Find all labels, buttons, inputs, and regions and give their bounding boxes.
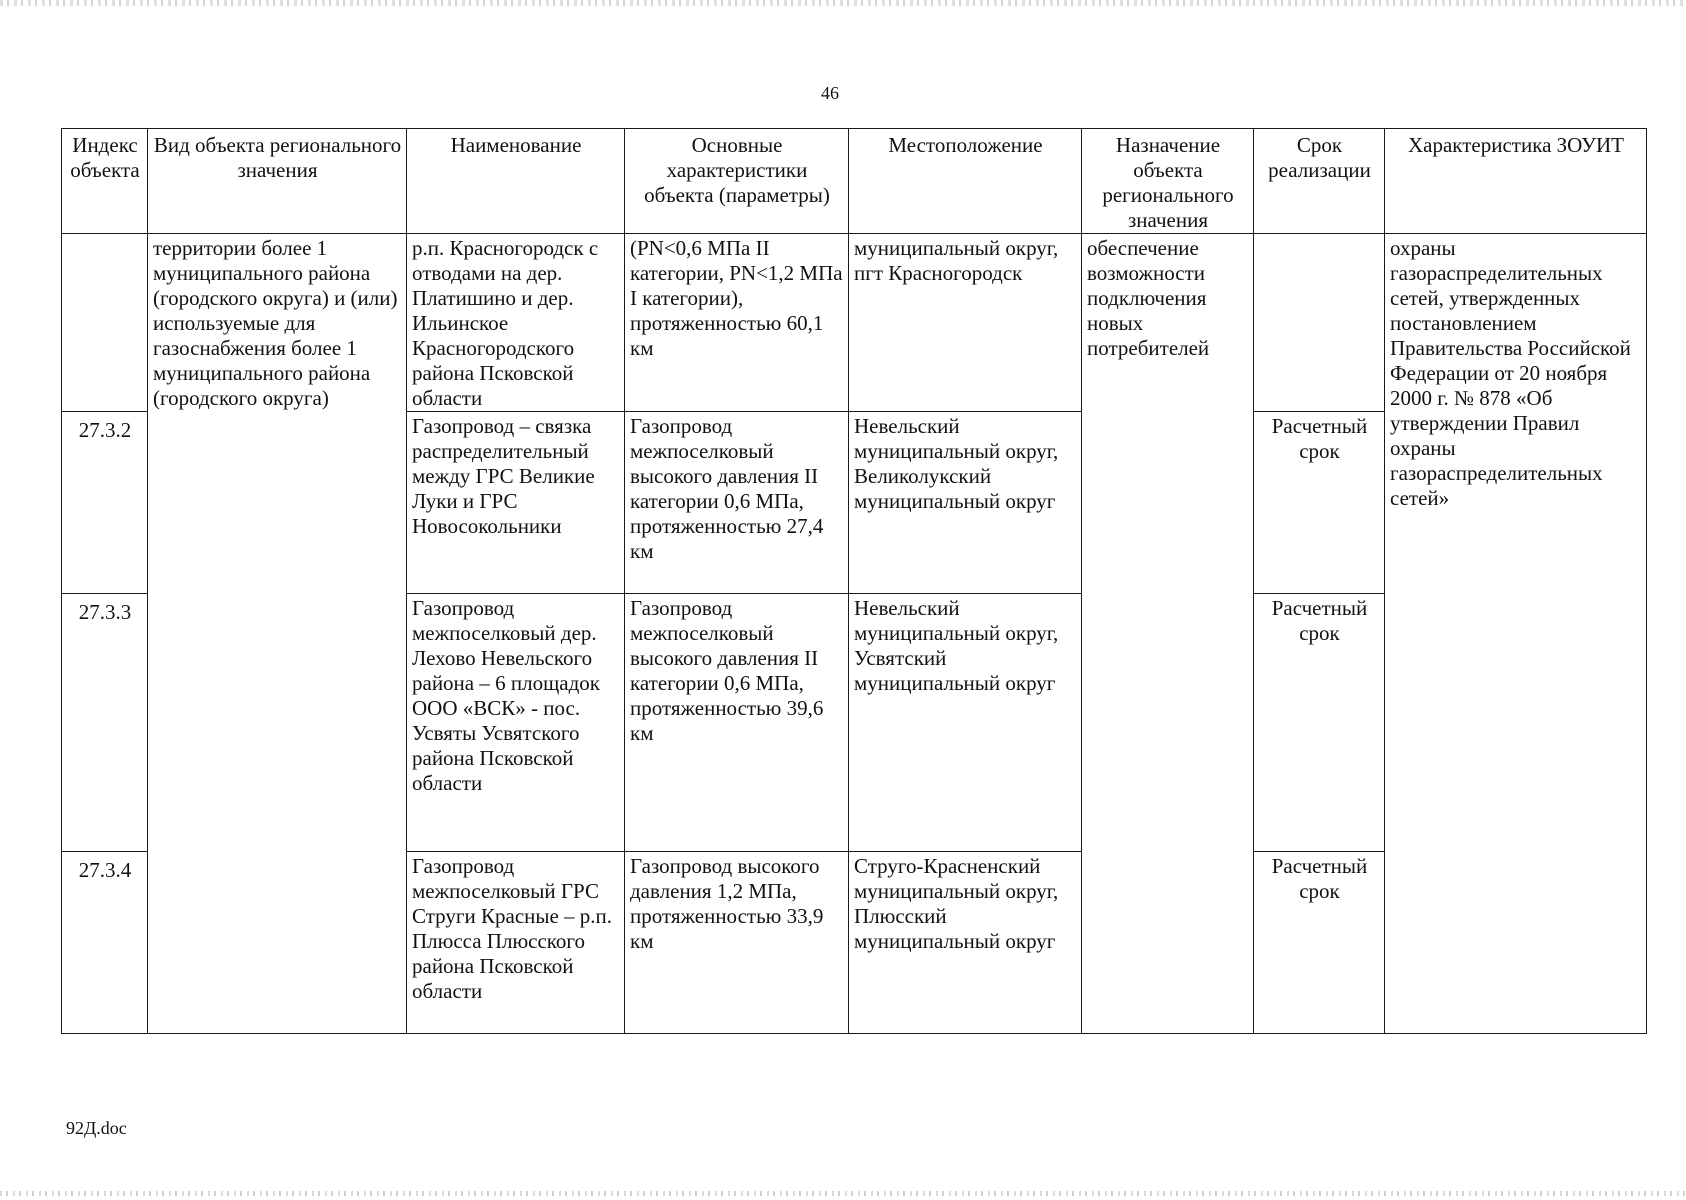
header-index: Индекс объекта [62,129,148,234]
row-term: Расчетный срок [1254,412,1385,594]
row-location: Струго-Красненский муниципальный округ, Плюсский муниципальный округ [849,852,1082,1034]
row-name: р.п. Красногородск с отводами на дер. Платишино и дер. Ильинское Красногородского района Псковской области [407,234,625,412]
row-term: Расчетный срок [1254,594,1385,852]
header-parameters: Основные характеристики объекта (параметры) [625,129,849,234]
zouit-cell: охраны газораспределительных сетей, утвержденных постановлением Правительства Российской Федерации от 20 ноября 2000 г. № 878 «Об утверждении Правил охраны газораспределительных сетей» [1385,234,1647,1034]
footer-filename: 92Д.doc [66,1118,127,1138]
row-params: Газопровод высокого давления 1,2 МПа, протяженностью 33,9 км [625,852,849,1034]
row-index [62,234,148,412]
header-purpose: Назначение объекта регионального значения [1082,129,1254,234]
header-object-type: Вид объекта регионального значения [148,129,407,234]
row-name: Газопровод межпоселковый ГРС Струги Красные – р.п. Плюсса Плюсского района Псковской области [407,852,625,1034]
row-params: Газопровод межпоселковый высокого давления II категории 0,6 МПа, протяженностью 39,6 км [625,594,849,852]
header-zouit: Характеристика ЗОУИТ [1385,129,1647,234]
row-location: Невельский муниципальный округ, Великолукский муниципальный округ [849,412,1082,594]
row-term: Расчетный срок [1254,852,1385,1034]
row-params: Газопровод межпоселковый высокого давления II категории 0,6 МПа, протяженностью 27,4 км [625,412,849,594]
document-table [61,128,1647,1034]
scan-edge-top [0,0,1686,6]
row-name: Газопровод межпоселковый дер. Лехово Невельского района – 6 площадок ООО «ВСК» - пос. Усвяты Усвятского района Псковской области [407,594,625,852]
row-location: муниципальный округ, пгт Красногородск [849,234,1082,412]
row-params: (PN<0,6 МПа II категории, PN<1,2 МПа I категории), протяженностью 60,1 км [625,234,849,412]
page-number: 46 [821,83,839,103]
header-location: Местоположение [849,129,1082,234]
row-index: 27.3.2 [62,412,148,594]
object-type-cell: территории более 1 муниципального района (городского округа) и (или) используемые для газоснабжения более 1 муниципального района (городского округа) [148,234,407,1034]
row-index: 27.3.4 [62,852,148,1034]
table-row [62,234,1647,412]
row-index: 27.3.3 [62,594,148,852]
header-name: Наименование [407,129,625,234]
row-term [1254,234,1385,412]
row-name: Газопровод – связка распределительный между ГРС Великие Луки и ГРС Новосокольники [407,412,625,594]
scan-edge-bottom [0,1191,1686,1196]
table-header-row [62,129,1647,234]
header-term: Срок реализации [1254,129,1385,234]
row-location: Невельский муниципальный округ, Усвятский муниципальный округ [849,594,1082,852]
purpose-cell: обеспечение возможности подключения новых потребителей [1082,234,1254,1034]
